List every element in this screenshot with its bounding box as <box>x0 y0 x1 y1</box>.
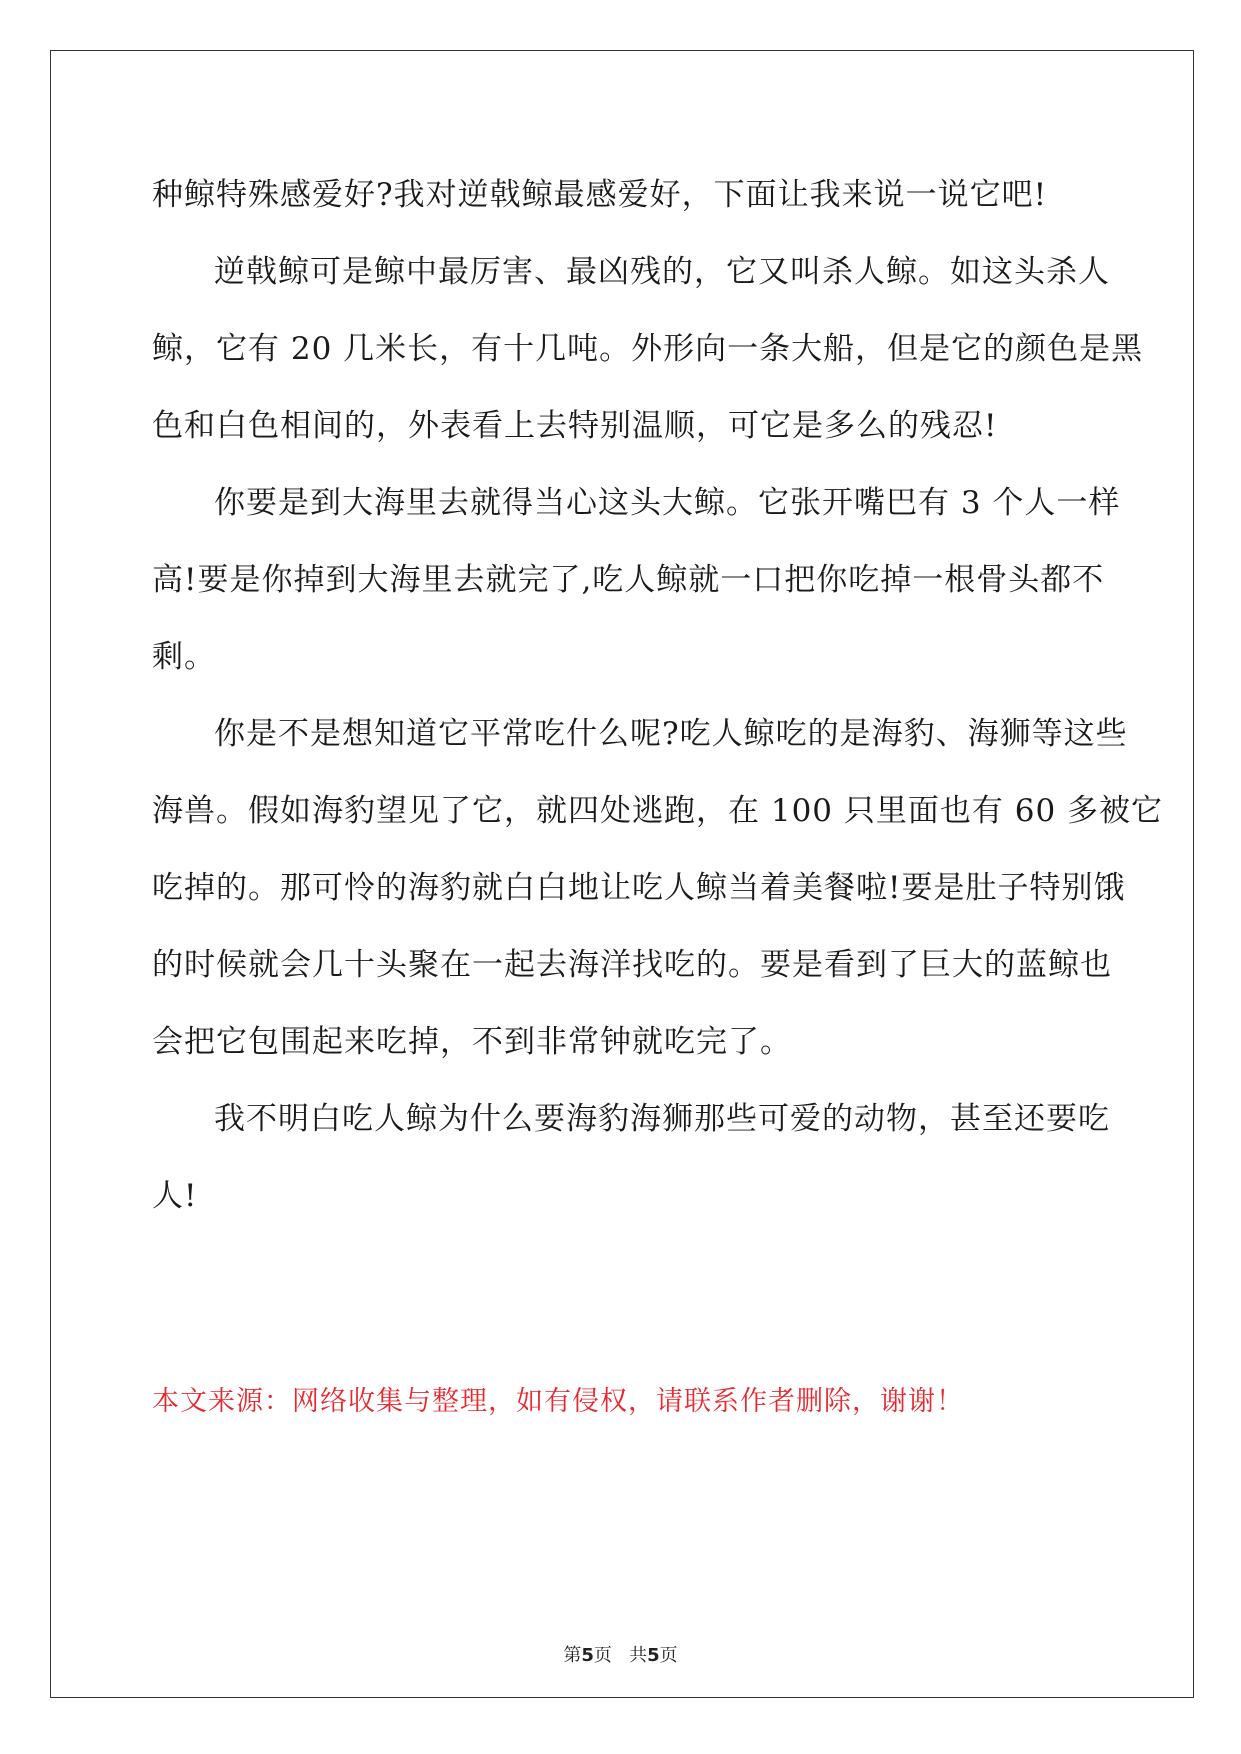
text-line: 人! <box>152 1178 198 1214</box>
source-notice: 本文来源：网络收集与整理，如有侵权，请联系作者删除，谢谢！ <box>152 1386 964 1417</box>
text-line: 你要是到大海里去就得当心这头大鲸。它张开嘴巴有 3 个人一样 <box>214 485 1121 521</box>
document-body <box>152 157 1164 1235</box>
text-line: 的时候就会几十头聚在一起去海洋找吃的。要是看到了巨大的蓝鲸也 <box>152 947 1112 983</box>
text-line: 鲸，它有 20 几米长，有十几吨。外形向一条大船，但是它的颜色是黑 <box>152 331 1144 367</box>
page-number-suffix: 页 <box>659 1645 678 1666</box>
text-line: 色和白色相间的，外表看上去特别温顺，可它是多么的残忍! <box>152 408 998 444</box>
page-number-current: 5 <box>581 1645 594 1666</box>
page-number-total: 5 <box>647 1645 660 1666</box>
text-line: 种鲸特殊感爱好?我对逆戟鲸最感爱好，下面让我来说一说它吧! <box>152 177 1048 213</box>
text-line: 剩。 <box>152 639 216 675</box>
text-line: 你是不是想知道它平常吃什么呢?吃人鲸吃的是海豹、海狮等这些 <box>214 716 1128 752</box>
text-line: 海兽。假如海豹望见了它，就四处逃跑，在 100 只里面也有 60 多被它 <box>152 793 1164 829</box>
text-line: 高!要是你掉到大海里去就完了,吃人鲸就一口把你吃掉一根骨头都不 <box>152 562 1105 598</box>
text-line: 会把它包围起来吃掉，不到非常钟就吃完了。 <box>152 1024 792 1060</box>
text-line: 我不明白吃人鲸为什么要海豹海狮那些可爱的动物，甚至还要吃 <box>214 1101 1110 1137</box>
page-number-mid: 页 共 <box>593 1645 648 1666</box>
text-line: 逆戟鲸可是鲸中最厉害、最凶残的，它又叫杀人鲸。如这头杀人 <box>214 254 1110 290</box>
text-line: 吃掉的。那可怜的海豹就白白地让吃人鲸当着美餐啦!要是肚子特别饿 <box>152 870 1126 906</box>
page-footer <box>0 1644 1241 1668</box>
page-number-prefix: 第 <box>563 1645 582 1666</box>
